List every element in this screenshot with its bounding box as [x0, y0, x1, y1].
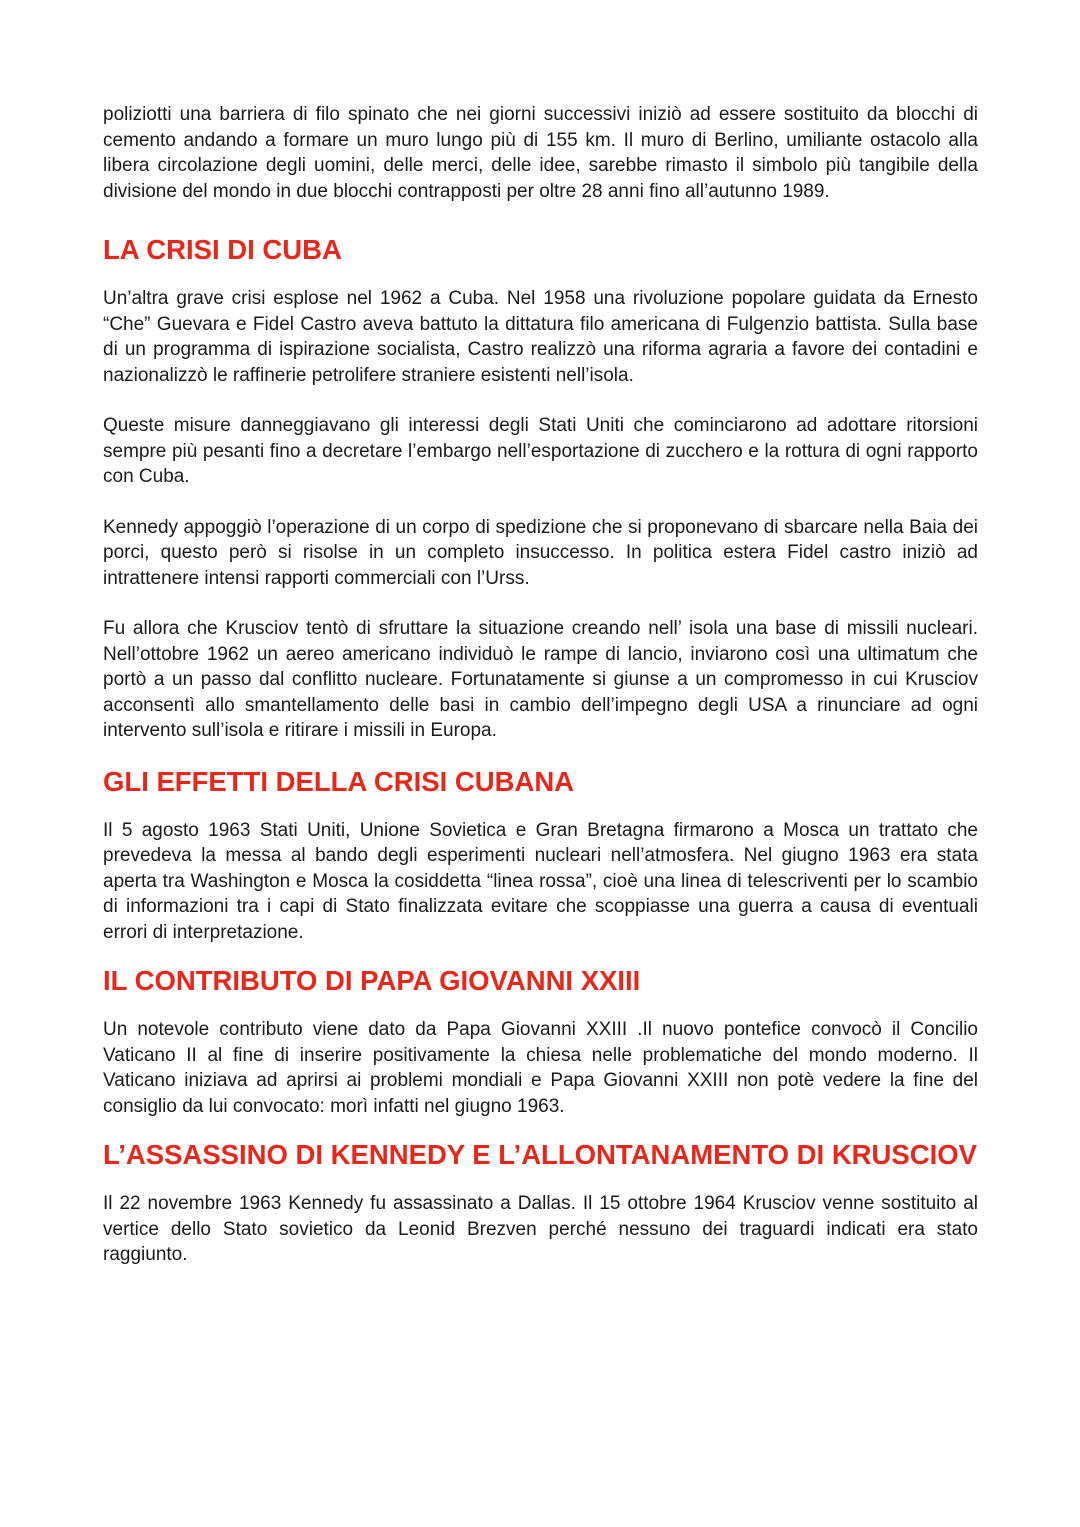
heading-crisi-di-cuba: LA CRISI DI CUBA — [103, 234, 342, 265]
intro-paragraph: poliziotti una barriera di filo spinato che nei giorni successivi iniziò ad essere sostituito da blocchi di cemento andando a formare un muro lungo più di 155 km. Il muro di Berlino, umiliante ostacolo alla libera circolazione degli uomini, delle merci, delle idee, sarebbe rimasto il simbolo più tangibile della divisione del mondo in due blocchi contrapposti per oltre 28 anni fino all’autunno 1989. — [103, 104, 978, 202]
heading-effetti-crisi-cubana: GLI EFFETTI DELLA CRISI CUBANA — [103, 765, 575, 797]
paragraph-cuba-1: Un’altra grave crisi esplose nel 1962 a Cuba. Nel 1958 una rivoluzione popolare guidata da Ernesto “Che” Guevara e Fidel Castro aveva battuto la dittatura filo americana di Fulgenzio battista. Sulla base di un programma di ispirazione socialista, Castro realizzò una riforma agraria a favore dei contadini e nazionalizzò le raffinerie petrolifere straniere esistenti nell’isola. — [103, 288, 978, 386]
heading-assassinio-kennedy: L’ASSASSINO DI KENNEDY E L’ALLONTANAMENTO DI KRUSCIOV — [103, 1139, 977, 1170]
document-page — [103, 102, 978, 1268]
paragraph-cuba-2: Queste misure danneggiavano gli interessi degli Stati Uniti che cominciarono ad adottare ritorsioni sempre più pesanti fino a decretare l’embargo nell’esportazione di zucchero e la rottura di ogni rapporto con Cuba. — [103, 415, 978, 487]
paragraph-cuba-3: Kennedy appoggiò l’operazione di un corpo di spedizione che si proponevano di sbarcare nella Baia dei porci, questo però si risolse in un completo insuccesso. In politica estera Fidel castro iniziò ad intrattenere intensi rapporti commerciali con l’Urss. — [103, 516, 978, 589]
paragraph-kennedy-krusciov: Il 22 novembre 1963 Kennedy fu assassinato a Dallas. Il 15 ottobre 1964 Krusciov venne sostituito al vertice dello Stato sovietico da Leonid Brezven perché nessuno dei traguardi indicati era stato raggiunto. — [103, 1193, 978, 1265]
heading-contributo-papa: IL CONTRIBUTO DI PAPA GIOVANNI XXIII — [103, 965, 641, 996]
paragraph-papa: Un notevole contributo viene dato da Papa Giovanni XXIII .Il nuovo pontefice convocò il Concilio Vaticano II al fine di inserire positivamente la chiesa nelle problematiche del mondo moderno. Il Vaticano iniziava ad aprirsi ai problemi mondiali e Papa Giovanni XXIII non potè vedere la fine del consiglio da lui convocato: morì infatti nel giugno 1963. — [103, 1019, 978, 1117]
paragraph-cuba-4: Fu allora che Krusciov tentò di sfruttare la situazione creando nell’ isola una base di missili nucleari. Nell’ottobre 1962 un aereo americano individuò le rampe di lancio, inviarono così una ultimatum che portò a un passo dal conflitto nucleare. Fortunatamente si giunse a un compromesso in cui Krusciov acconsentì allo smantellamento delle basi in cambio dell’impegno degli USA a rinunciare ad ogni intervento sull’isola e ritirare i missili in Europa. — [103, 618, 978, 741]
paragraph-effetti: Il 5 agosto 1963 Stati Uniti, Unione Sovietica e Gran Bretagna firmarono a Mosca un trattato che prevedeva la messa al bando degli esperimenti nucleari nell’atmosfera. Nel giugno 1963 era stata aperta tra Washington e Mosca la cosiddetta “linea rossa”, cioè una linea di telescriventi per lo scambio di informazioni tra i capi di Stato finalizzata evitare che scoppiasse una guerra a causa di eventuali errori di interpretazione. — [103, 819, 978, 943]
